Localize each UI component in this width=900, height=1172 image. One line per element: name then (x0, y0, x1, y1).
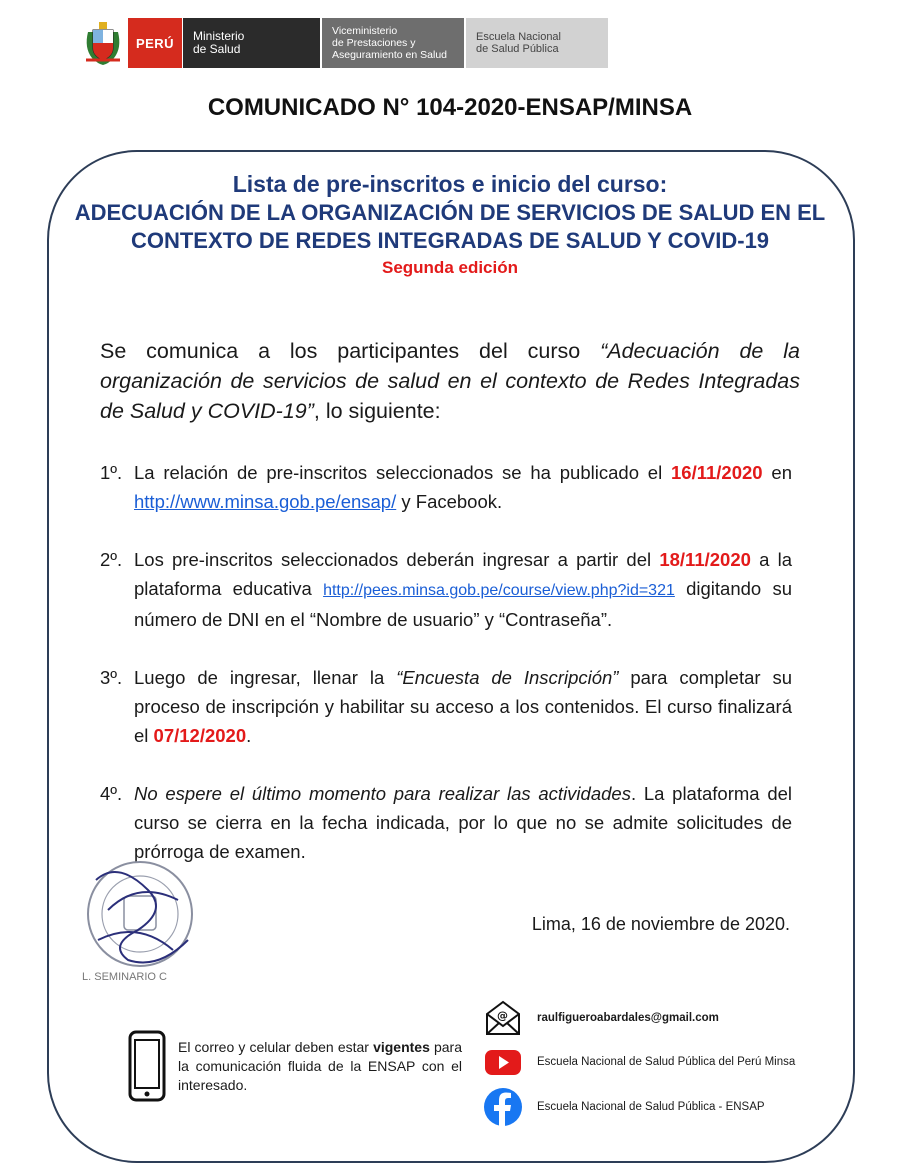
item-date: 16/11/2020 (671, 462, 763, 483)
mobile-phone-icon (128, 1030, 166, 1102)
note-text: para la comunicación fluida de la ENSAP con el interesado. (178, 1039, 462, 1093)
escuela-label: Escuela Nacional de Salud Pública (464, 18, 608, 68)
item-text: en (762, 462, 792, 483)
youtube-contact (483, 1042, 795, 1082)
course-name: ADECUACIÓN DE LA ORGANIZACIÓN DE SERVICIOS DE SALUD EN EL CONTEXTO DE REDES INTEGRADAS DE SALUD Y COVID-19 (74, 200, 826, 253)
facebook-page[interactable]: Escuela Nacional de Salud Pública - ENSAP (537, 1101, 765, 1113)
institutional-header (82, 18, 608, 68)
item-italic: “Encuesta de Inscripción” (396, 667, 619, 688)
item-text: Los pre-inscritos seleccionados deberán ingresar a partir del (134, 549, 660, 570)
youtube-channel[interactable]: Escuela Nacional de Salud Pública del Perú Minsa (537, 1056, 796, 1068)
email-envelope-icon (483, 998, 523, 1038)
intro-course-name: “Adecuación de la organización de servicios de salud en el contexto de Redes Integradas de Salud y COVID-19” (100, 339, 800, 423)
course-lead: Lista de pre-inscritos e inicio del curso: (232, 171, 668, 197)
list-item (100, 663, 792, 750)
course-heading (60, 170, 840, 279)
list-item (100, 458, 792, 516)
svg-text:@: @ (497, 1009, 508, 1022)
signature-place-date: Lima, 16 de noviembre de 2020. (531, 914, 790, 934)
item-text: . La plataforma del curso se cierra en la fecha indicada, por lo que no se admite solicitudes de prórroga de examen. (134, 783, 793, 862)
item-text: para completar su proceso de inscripción y habilitar su acceso a los contenidos. El curso finalizará el (134, 667, 792, 746)
steps-list (100, 458, 792, 895)
pees-course-link[interactable]: http://pees.minsa.gob.pe/course/view.php?id=321 (323, 582, 675, 599)
intro-prefix: Se comunica a los participantes del curso (100, 339, 601, 363)
intro-suffix: , lo siguiente: (313, 399, 441, 423)
item-number: 2º. (100, 549, 123, 570)
official-stamp-icon (78, 850, 208, 985)
intro-paragraph (100, 336, 800, 426)
viceministerio-label: Viceministerio de Prestaciones y Aseguramiento en Salud (320, 18, 464, 68)
item-text: La relación de pre-inscritos seleccionados se ha publicado el (134, 462, 672, 483)
course-edition: Segunda edición (381, 258, 519, 277)
item-number: 4º. (100, 783, 123, 804)
item-date: 18/11/2020 (659, 549, 751, 570)
contact-validity-note (178, 1038, 462, 1095)
item-text: y Facebook. (396, 491, 503, 512)
email-contact (483, 998, 719, 1038)
email-address[interactable]: raulfigueroabardales@gmail.com (537, 1012, 719, 1024)
peru-coat-of-arms-icon (82, 18, 124, 68)
note-bold: vigentes (373, 1039, 430, 1055)
item-number: 3º. (100, 667, 123, 688)
item-text: a la plataforma educativa (134, 549, 793, 599)
list-item (100, 545, 792, 634)
peru-label: PERÚ (128, 18, 182, 68)
item-date: 07/12/2020 (153, 725, 247, 746)
youtube-icon (483, 1042, 523, 1082)
minsa-ensap-link[interactable]: http://www.minsa.gob.pe/ensap/ (134, 491, 397, 512)
ministerio-label: Ministerio de Salud (182, 18, 320, 68)
item-text: . (246, 725, 252, 746)
facebook-contact (483, 1087, 765, 1127)
note-text: El correo y celular deben estar (178, 1039, 374, 1055)
stamp-text: L. SEMINARIO C (82, 971, 167, 983)
item-text: digitando su número de DNI en el “Nombre de usuario” y “Contraseña”. (134, 578, 792, 630)
item-text: Luego de ingresar, llenar la (134, 667, 397, 688)
facebook-icon (483, 1087, 523, 1127)
item-italic: No espere el último momento para realizar las actividades (134, 783, 631, 804)
item-number: 1º. (100, 462, 123, 483)
page-title: COMUNICADO N° 104-2020-ENSAP/MINSA (207, 94, 693, 121)
